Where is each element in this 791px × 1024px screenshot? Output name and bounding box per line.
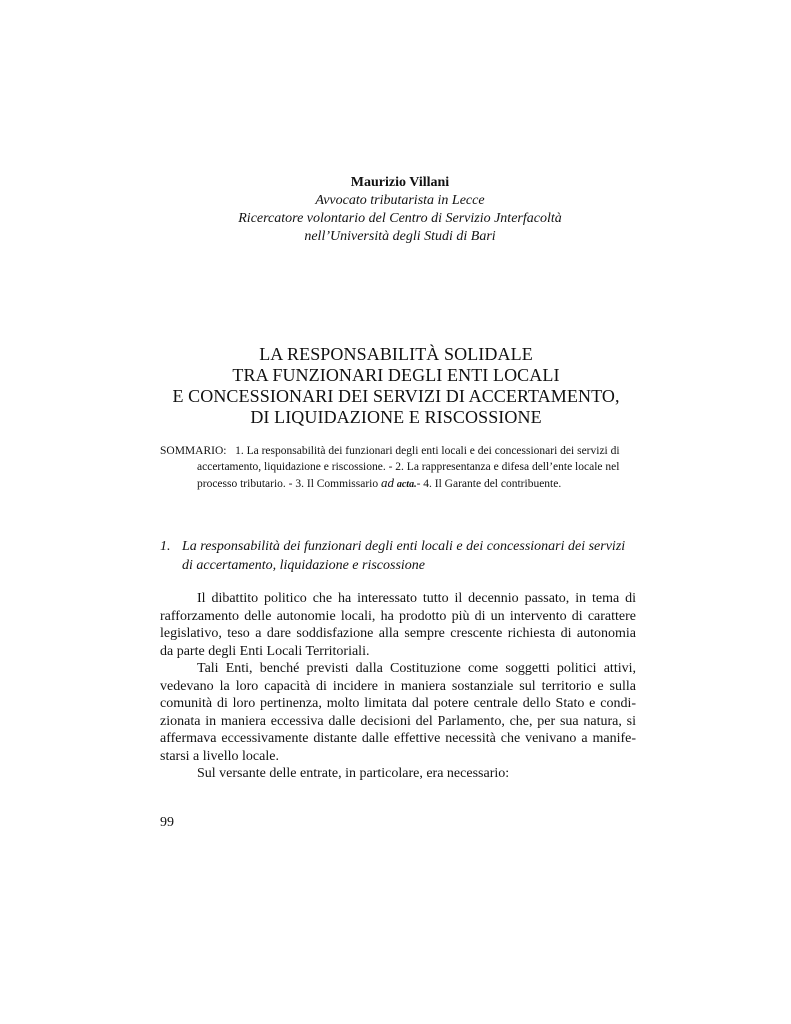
paragraph-line: rafforzamento delle autonomie locali, ha prodotto più di un intervento di carattere: [160, 608, 636, 624]
paragraph: [160, 660, 636, 765]
section-heading-line: La responsabilità dei funzionari degli enti locali e dei concessionari dei servizi: [182, 539, 626, 554]
summary-text: 1. La responsabilità dei funzionari degli enti locali e dei concessionari dei servizi di: [235, 445, 620, 457]
title-line: DI LIQUIDAZIONE E RISCOSSIONE: [250, 407, 542, 427]
author-block: [160, 174, 640, 246]
summary-line: [160, 475, 642, 493]
summary-text: processo tributario. - 3. Il Commissario: [197, 478, 381, 490]
summary-line: accertamento, liquidazione e riscossione. - 2. La rappresentanza e difesa dell’ente locale nel: [197, 461, 620, 473]
paragraph-line: comunità di loro pertinenza, molto limitata dal potere centrale dello Stato e condi-: [160, 696, 636, 711]
section-heading: [160, 537, 642, 575]
paragraph-line: da parte degli Enti Locali Territoriali.: [160, 643, 370, 659]
paragraph: [160, 590, 636, 660]
section-heading-line: di accertamento, liquidazione e riscossione: [182, 558, 426, 573]
summary-ad-italic: ad: [380, 475, 394, 490]
author-affiliation-line: nell’Università degli Studi di Bari: [304, 229, 496, 244]
paragraph-line: Il dibattito politico che ha interessato tutto il decennio passato, in tema di: [197, 591, 636, 606]
summary-acta-bold: acta.: [396, 479, 417, 490]
paragraph-line: Sul versante delle entrate, in particolare, era necessario:: [197, 766, 510, 781]
author-name: Maurizio Villani: [350, 175, 450, 190]
title-line: LA RESPONSABILITÀ SOLIDALE: [259, 344, 533, 364]
section-number: 1.: [160, 539, 171, 554]
paragraph-line: legislativo, teso a dare soddisfazione alla sempre crescente richiesta di autonomia: [160, 626, 636, 641]
paragraph: [160, 765, 636, 783]
summary-label: SOMMARIO:: [160, 445, 227, 457]
author-affiliation-line: Avvocato tributarista in Lecce: [315, 193, 485, 208]
paragraph-line: Tali Enti, benché previsti dalla Costituzione come soggetti politici attivi,: [197, 661, 636, 676]
paragraph-line: vedevano la loro capacità di incidere in maniera sostanziale sul territorio e sulla: [160, 678, 636, 694]
page-number: 99: [160, 815, 174, 830]
summary-text: - 4. Il Garante del contribuente.: [416, 478, 562, 490]
article-title: [120, 344, 672, 428]
title-line: E CONCESSIONARI DEI SERVIZI DI ACCERTAMENTO,: [172, 386, 620, 406]
summary-line: [160, 443, 642, 459]
paragraph-line: zionata in maniera eccessiva dalle decisioni del Parlamento, che, per sua natura, si: [160, 713, 636, 729]
paragraph-line: affermava eccessivamente distante dalle effettive necessità che venivano a manife-: [160, 731, 636, 746]
summary-block: [160, 443, 642, 493]
paragraph-line: starsi a livello locale.: [160, 748, 279, 764]
title-line: TRA FUNZIONARI DEGLI ENTI LOCALI: [232, 365, 560, 385]
author-affiliation-line: Ricercatore volontario del Centro di Servizio Jnterfacoltà: [238, 211, 562, 226]
body-text: [160, 590, 636, 783]
